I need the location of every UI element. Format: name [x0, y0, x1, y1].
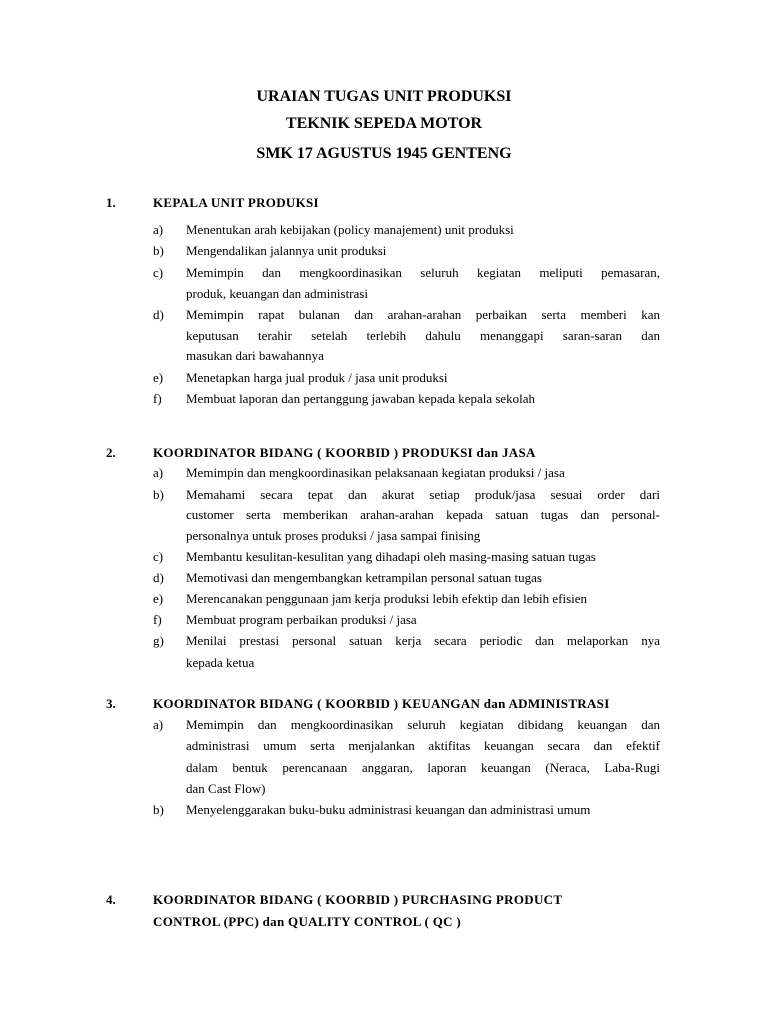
item-text: dalam bentuk perencanaan anggaran, laporan keuangan (Neraca, Laba-Rugi [186, 760, 660, 775]
item-text: Memimpin rapat bulanan dan arahan-arahan perbaikan serta memberi kan [186, 307, 660, 322]
item-letter: b) [153, 802, 164, 817]
item-letter: g) [153, 633, 164, 648]
item-text: administrasi umum serta menjalankan aktifitas keuangan secara dan efektif [186, 738, 660, 753]
item-letter: d) [153, 307, 164, 322]
section-1-number: 1. [106, 195, 116, 210]
item-text: Membuat laporan dan pertanggung jawaban kepada kepala sekolah [186, 391, 536, 406]
item-letter: a) [153, 465, 164, 480]
item-letter: d) [153, 570, 164, 585]
item-text: customer serta memberikan arahan-arahan kepada satuan tugas dan personal- [186, 507, 660, 522]
item-letter: b) [153, 487, 164, 502]
item-text: Mengendalikan jalannya unit produksi [186, 243, 387, 258]
item-text: Menentukan arah kebijakan (policy manajement) unit produksi [186, 222, 514, 237]
section-4-number: 4. [106, 892, 116, 907]
item-letter: f) [153, 612, 162, 627]
section-4-heading-line-2: CONTROL (PPC) dan QUALITY CONTROL ( QC ) [153, 914, 462, 929]
item-text: Menetapkan harga jual produk / jasa unit produksi [186, 370, 448, 385]
item-letter: c) [153, 265, 164, 280]
item-text: Menyelenggarakan buku-buku administrasi keuangan dan administrasi umum [186, 802, 591, 817]
item-text: Memimpin dan mengkoordinasikan seluruh kegiatan dibidang keuangan dan [186, 717, 660, 732]
section-2-heading: KOORDINATOR BIDANG ( KOORBID ) PRODUKSI dan JASA [153, 445, 536, 460]
item-text: personalnya untuk proses produksi / jasa sampai finising [186, 528, 481, 543]
title-line-2: TEKNIK SEPEDA MOTOR [285, 115, 483, 132]
item-text: Memimpin dan mengkoordinasikan pelaksanaan kegiatan produksi / jasa [186, 465, 565, 480]
section-3-heading: KOORDINATOR BIDANG ( KOORBID ) KEUANGAN dan ADMINISTRASI [153, 696, 610, 711]
section-3-number: 3. [106, 696, 116, 711]
item-letter: a) [153, 222, 164, 237]
section-1-heading: KEPALA UNIT PRODUKSI [153, 195, 319, 210]
item-letter: e) [153, 591, 164, 606]
item-text: keputusan terahir setelah terlebih dahulu menanggapi saran-saran dan [186, 328, 660, 343]
item-letter: a) [153, 717, 164, 732]
item-text: Memimpin dan mengkoordinasikan seluruh kegiatan meliputi pemasaran, [186, 265, 660, 280]
item-text: kepada ketua [186, 655, 255, 670]
item-letter: e) [153, 370, 164, 385]
item-letter: f) [153, 391, 162, 406]
title-line-3: SMK 17 AGUSTUS 1945 GENTENG [256, 145, 512, 162]
item-text: Memahami secara tepat dan akurat setiap produk/jasa sesuai order dari [186, 487, 660, 502]
item-text: Membuat program perbaikan produksi / jasa [186, 612, 417, 627]
section-4-heading-line-1: KOORDINATOR BIDANG ( KOORBID ) PURCHASING PRODUCT [153, 892, 563, 907]
item-text: masukan dari bawahannya [186, 348, 324, 363]
item-text: Membantu kesulitan-kesulitan yang dihadapi oleh masing-masing satuan tugas [186, 549, 596, 564]
section-2-number: 2. [106, 445, 116, 460]
item-text: Memotivasi dan mengembangkan ketrampilan personal satuan tugas [186, 570, 542, 585]
item-text: dan Cast Flow) [186, 781, 266, 796]
item-text: produk, keuangan dan administrasi [186, 286, 368, 301]
item-letter: c) [153, 549, 164, 564]
title-line-1: URAIAN TUGAS UNIT PRODUKSI [256, 88, 512, 105]
item-letter: b) [153, 243, 164, 258]
item-text: Merencanakan penggunaan jam kerja produksi lebih efektip dan lebih efisien [186, 591, 588, 606]
item-text: Menilai prestasi personal satuan kerja secara periodic dan melaporkan nya [186, 633, 660, 648]
